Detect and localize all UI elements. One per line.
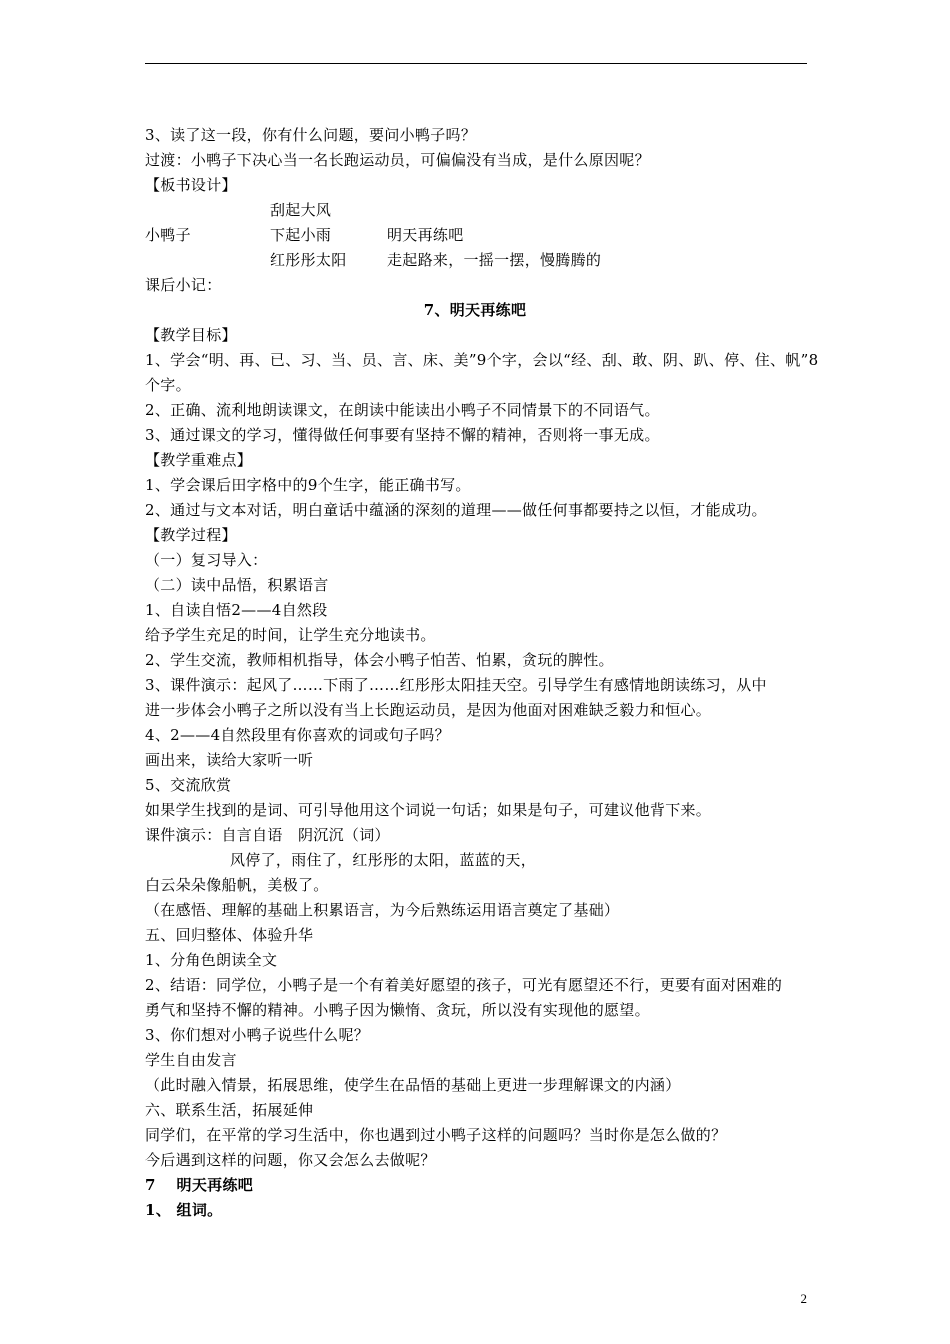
text-line: 5、交流欣赏 — [145, 776, 232, 794]
text-line: 给予学生充足的时间，让学生充分地读书。 — [145, 626, 436, 644]
text-line: 下起小雨 — [270, 226, 332, 244]
text-line: 2、通过与文本对话，明白童话中蕴涵的深刻的道理——做任何事都要持之以恒，才能成功。 — [145, 501, 767, 519]
text-line: 7 明天再练吧 — [145, 1176, 254, 1194]
text-line: 【教学过程】 — [145, 526, 237, 544]
text-line: 1、 组词。 — [145, 1201, 223, 1219]
text-line: 【教学目标】 — [145, 326, 237, 344]
text-line: 3、通过课文的学习，懂得做任何事要有坚持不懈的精神，否则将一事无成。 — [145, 426, 660, 444]
text-line: 明天再练吧 — [387, 226, 464, 244]
text-line: 4、2——4自然段里有你喜欢的词或句子吗？ — [145, 726, 450, 744]
text-line: 红彤彤太阳 — [270, 251, 347, 269]
text-line: 课后小记： — [145, 276, 222, 294]
text-line: 六、联系生活，拓展延伸 — [145, 1101, 314, 1119]
text-line: 2、结语：同学位，小鸭子是一个有着美好愿望的孩子，可光有愿望还不行，更要有面对困难的 — [145, 976, 783, 994]
text-line: 1、学会“明、再、已、习、当、员、言、床、美”9个字，会以“经、刮、敢、阴、趴、停、住、帆”8 — [145, 351, 819, 369]
text-line: 今后遇到这样的问题，你又会怎么去做呢？ — [145, 1151, 436, 1169]
text-line: 刮起大风 — [270, 201, 332, 219]
text-line: 3、你们想对小鸭子说些什么呢？ — [145, 1026, 370, 1044]
text-line: （在感悟、理解的基础上积累语言，为今后熟练运用语言奠定了基础） — [145, 901, 620, 919]
text-line: 2、正确、流利地朗读课文，在朗读中能读出小鸭子不同情景下的不同语气。 — [145, 401, 660, 419]
text-line: 白云朵朵像船帆，美极了。 — [145, 876, 329, 894]
text-line: 进一步体会小鸭子之所以没有当上长跑运动员，是因为他面对困难缺乏毅力和恒心。 — [145, 701, 712, 719]
text-line: 五、回归整体、体验升华 — [145, 926, 314, 944]
page-number: 2 — [800, 1291, 807, 1306]
text-line: 【板书设计】 — [145, 176, 237, 194]
text-line: 小鸭子 — [145, 226, 191, 244]
text-line: 画出来，读给大家听一听 — [145, 751, 314, 769]
text-line: 1、自读自悟2——4自然段 — [145, 601, 328, 619]
text-line: 过渡：小鸭子下决心当一名长跑运动员，可偏偏没有当成，是什么原因呢？ — [145, 151, 650, 169]
text-line: （二）读中品悟，积累语言 — [145, 576, 329, 594]
text-line: （此时融入情景，拓展思维，使学生在品悟的基础上更进一步理解课文的内涵） — [145, 1076, 681, 1094]
text-line: 如果学生找到的是词、可引导他用这个词说一句话；如果是句子，可建议他背下来。 — [145, 801, 712, 819]
text-line: 【教学重难点】 — [145, 451, 253, 469]
text-line: 1、分角色朗读全文 — [145, 951, 278, 969]
text-line: 风停了，雨住了，红彤彤的太阳，蓝蓝的天， — [230, 851, 537, 869]
text-line: 学生自由发言 — [145, 1051, 237, 1069]
text-line: 1、学会课后田字格中的9个生字，能正确书写。 — [145, 476, 471, 494]
text-line: 走起路来，一摇一摆，慢腾腾的 — [387, 251, 602, 269]
text-line: 勇气和坚持不懈的精神。小鸭子因为懒惰、贪玩，所以没有实现他的愿望。 — [145, 1001, 650, 1019]
header-rule — [145, 63, 807, 64]
text-line: 2、学生交流，教师相机指导，体会小鸭子怕苦、怕累，贪玩的脾性。 — [145, 651, 614, 669]
text-line: 7、明天再练吧 — [423, 301, 527, 319]
text-line: 3、读了这一段，你有什么问题，要问小鸭子吗？ — [145, 126, 477, 144]
text-line: 个字。 — [145, 376, 191, 394]
text-line: 同学们，在平常的学习生活中，你也遇到过小鸭子这样的问题吗？当时你是怎么做的？ — [145, 1126, 727, 1144]
text-line: 课件演示：自言自语 阴沉沉（词） — [145, 826, 390, 844]
text-line: （一）复习导入： — [145, 551, 268, 569]
text-line: 3、课件演示：起风了……下雨了……红彤彤太阳挂天空。引导学生有感情地朗读练习，从中 — [145, 676, 767, 694]
